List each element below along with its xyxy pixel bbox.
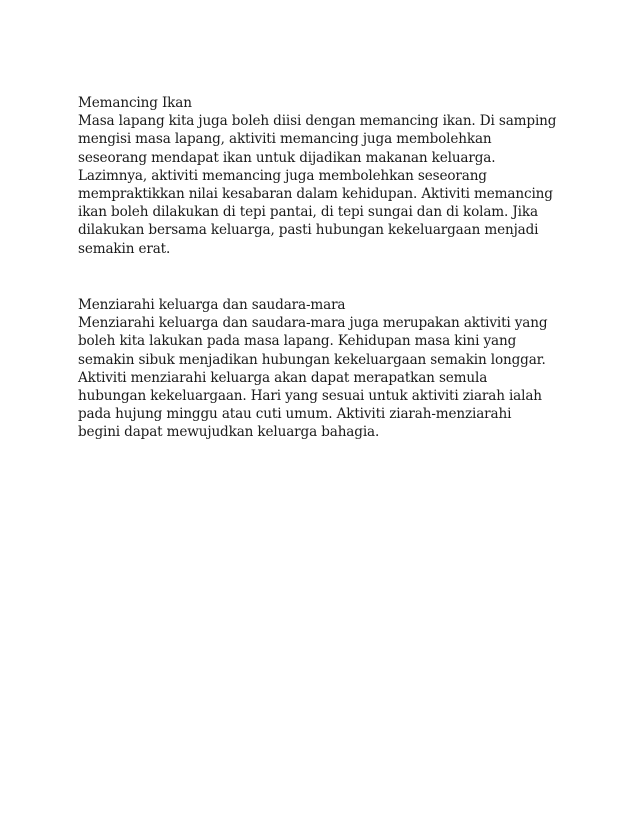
paragraph-line: Lazimnya, aktiviti memancing juga membolehkan seseorang bbox=[78, 167, 487, 184]
paragraph-line: dilakukan bersama keluarga, pasti hubungan kekeluargaan menjadi bbox=[78, 222, 539, 239]
section-title: Memancing Ikan bbox=[78, 95, 192, 111]
paragraph-line: semakin erat. bbox=[78, 240, 171, 257]
paragraph-line: Aktiviti menziarahi keluarga akan dapat merapatkan semula bbox=[78, 369, 488, 386]
paragraph-line: Menziarahi keluarga dan saudara-mara juga merupakan aktiviti yang bbox=[78, 315, 548, 332]
paragraph-line: semakin sibuk menjadikan hubungan kekeluargaan semakin longgar. bbox=[78, 351, 546, 368]
paragraph-line: hubungan kekeluargaan. Hari yang sesuai untuk aktiviti ziarah ialah bbox=[78, 388, 542, 405]
paragraph-line: seseorang mendapat ikan untuk dijadikan makanan keluarga. bbox=[78, 149, 496, 166]
paragraph-line: begini dapat mewujudkan keluarga bahagia. bbox=[78, 424, 380, 441]
paragraph-line: mengisi masa lapang, aktiviti memancing juga membolehkan bbox=[78, 131, 492, 148]
paragraph-line: boleh kita lakukan pada masa lapang. Kehidupan masa kini yang bbox=[78, 333, 517, 350]
paragraph-line: Masa lapang kita juga boleh diisi dengan memancing ikan. Di samping bbox=[78, 113, 557, 130]
section-menziarahi-keluarga bbox=[78, 296, 578, 442]
paragraph-line: ikan boleh dilakukan di tepi pantai, di tepi sungai dan di kolam. Jika bbox=[78, 204, 538, 221]
section-title: Menziarahi keluarga dan saudara-mara bbox=[78, 297, 346, 313]
paragraph-line: pada hujung minggu atau cuti umum. Aktiviti ziarah-menziarahi bbox=[78, 406, 512, 423]
paragraph-line: mempraktikkan nilai kesabaran dalam kehidupan. Aktiviti memancing bbox=[78, 186, 553, 203]
section-memancing-ikan bbox=[78, 94, 578, 258]
